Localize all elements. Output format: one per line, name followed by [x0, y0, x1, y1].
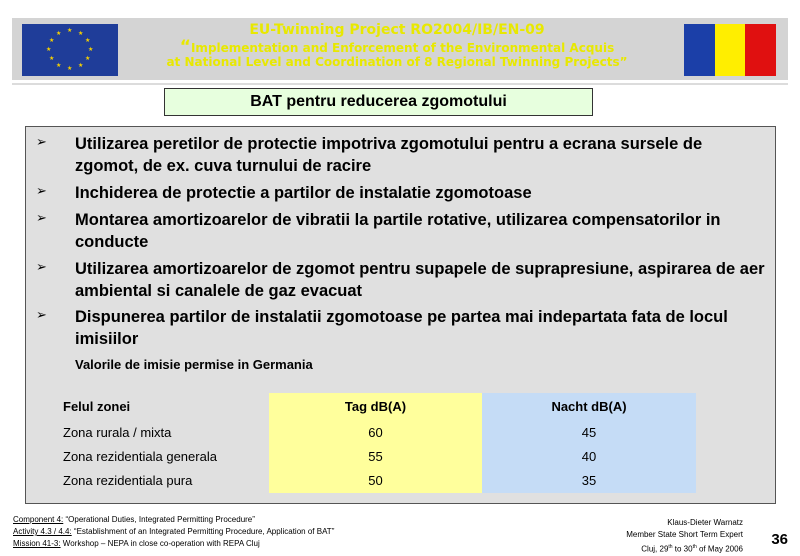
bullet-arrow-icon: ➢ — [36, 135, 47, 150]
content-panel — [25, 126, 776, 504]
subtitle-line-2: at National Level and Coordination of 8 Regional Twinning Projects” — [166, 55, 628, 69]
bullet-item: Utilizarea amortizoarelor de zgomot pentru supapele de suprapresiune, aspirarea de aer ambiental si canalele de gaz evacuat — [75, 260, 765, 300]
footer-author: Klaus-Dieter Warnatz — [667, 518, 743, 527]
bullet-item: Inchiderea de protectie a partilor de instalatie zgomotoase — [75, 184, 532, 202]
bullet-item: Montarea amortizoarelor de vibratii la partile rotative, utilizarea compensatorilor in conducte — [75, 211, 721, 251]
table-caption: Valorile de imisie permise in Germania — [75, 357, 313, 372]
project-subtitle — [132, 37, 662, 69]
eu-flag-icon: ★ ★ ★ ★ ★ ★ ★ ★ ★ ★ ★ ★ — [22, 24, 118, 76]
bullet-arrow-icon: ➢ — [36, 260, 47, 275]
table-cell: Zona rurala / mixta — [63, 425, 172, 440]
footer-activity-text: “Establishment of an Integrated Permitting Procedure, Application of BAT” — [71, 527, 335, 536]
table-cell: 45 — [482, 421, 696, 445]
footer-mission-label: Mission 41-3: — [13, 539, 61, 548]
slide-title: BAT pentru reducerea zgomotului — [164, 88, 593, 116]
header-divider — [12, 83, 788, 85]
footer-right — [626, 517, 743, 556]
bullet-item: Dispunerea partilor de instalatii zgomotoase pe partea mai indepartata fata de locul imisiilor — [75, 308, 728, 348]
table-header-row — [58, 393, 696, 421]
project-title: EU-Twinning Project RO2004/IB/EN-09 — [249, 22, 545, 38]
footer-date: Cluj, 29th to 30th of May 2006 — [641, 544, 743, 554]
bullet-item: Utilizarea peretilor de protectie impotriva zgomotului pentru a ecrana sursele de zgomot, de ex. cuva turnului de racire — [75, 135, 703, 175]
footer-component-text: “Operational Duties, Integrated Permitting Procedure” — [63, 515, 255, 524]
footer-component-label: Component 4: — [13, 515, 64, 524]
table-header-cell: Tag dB(A) — [269, 393, 482, 421]
header-banner — [12, 18, 788, 80]
page-number: 36 — [771, 531, 788, 548]
table-cell: 40 — [482, 445, 696, 469]
table-cell: 35 — [482, 469, 696, 493]
table-header-cell: Felul zonei — [63, 399, 131, 414]
table-cell: Zona rezidentiala generala — [63, 449, 217, 464]
footer-mission-text: Workshop – NEPA in close co-operation with REPA Cluj — [60, 539, 260, 548]
table-cell: 50 — [269, 469, 482, 493]
emission-limits-table — [58, 393, 696, 493]
bullet-arrow-icon: ➢ — [36, 308, 47, 323]
bullet-arrow-icon: ➢ — [36, 211, 47, 226]
footer-activity-label: Activity 4.3 / 4.4: — [13, 527, 72, 536]
table-row — [58, 469, 696, 493]
footer-role: Member State Short Term Expert — [626, 530, 743, 539]
subtitle-line-1: Implementation and Enforcement of the Environmental Acquis — [190, 41, 615, 55]
footer-left — [13, 514, 334, 550]
bullet-arrow-icon: ➢ — [36, 184, 47, 199]
romania-flag-icon — [684, 24, 776, 76]
table-row — [58, 445, 696, 469]
table-cell: Zona rezidentiala pura — [63, 473, 193, 488]
subtitle-quote: “ — [179, 37, 191, 57]
table-cell: 55 — [269, 445, 482, 469]
table-row — [58, 421, 696, 445]
table-header-cell: Nacht dB(A) — [482, 393, 696, 421]
table-cell: 60 — [269, 421, 482, 445]
